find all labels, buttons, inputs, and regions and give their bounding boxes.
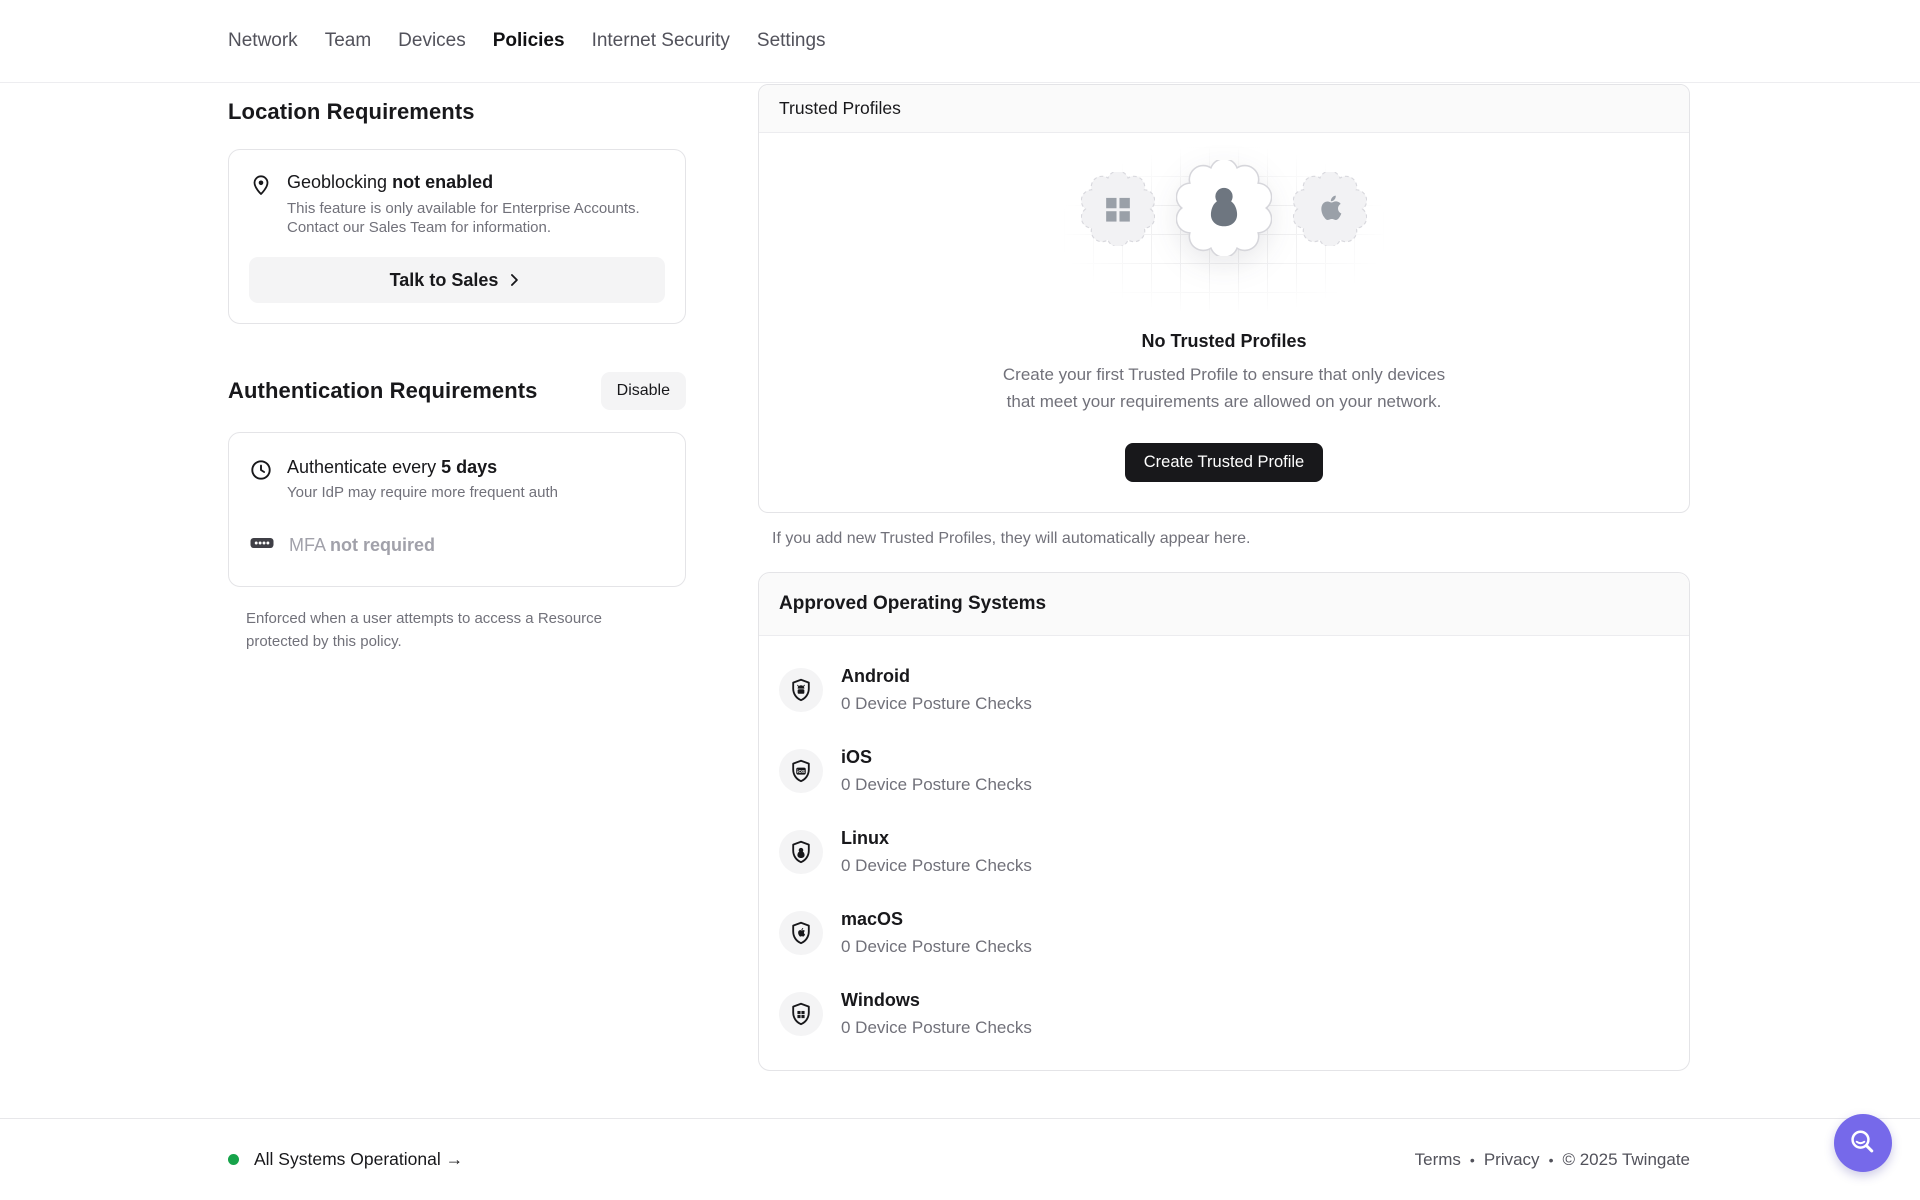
geoblocking-description: This feature is only available for Enterprise Accounts. Contact our Sales Team for information. xyxy=(287,200,640,236)
linux-shield-icon xyxy=(779,830,823,874)
no-trusted-profiles-description: Create your first Trusted Profile to ensure that only devices that meet your requirements are allowed on your network. xyxy=(1002,365,1446,411)
nav-item-policies[interactable]: Policies xyxy=(492,30,565,51)
status-green-dot xyxy=(228,1154,239,1165)
disable-button[interactable]: Disable xyxy=(601,372,686,410)
chevron-right-icon xyxy=(504,270,524,290)
mfa-status: MFA not required xyxy=(289,535,436,555)
os-list xyxy=(759,636,1689,1070)
ios-shield-icon xyxy=(779,749,823,793)
macos-shield-icon xyxy=(779,911,823,955)
linux-penguin-icon xyxy=(1176,160,1272,261)
geoblocking-card xyxy=(228,149,686,324)
nav-item-network[interactable]: Network xyxy=(228,30,298,51)
nav-item-settings[interactable]: Settings xyxy=(756,30,826,51)
authentication-requirements-heading: Authentication Requirements xyxy=(228,378,538,403)
profiles-column xyxy=(758,83,1690,1071)
approved-os-header: Approved Operating Systems xyxy=(779,593,1047,614)
nav-item-internet-security[interactable]: Internet Security xyxy=(591,30,730,51)
top-navigation xyxy=(0,0,1920,83)
dot-separator: • xyxy=(1548,1151,1554,1168)
authentication-card xyxy=(228,432,686,587)
os-row-linux[interactable]: Linux 0 Device Posture Checks xyxy=(779,826,1669,878)
os-row-android[interactable]: Android 0 Device Posture Checks xyxy=(779,664,1669,716)
android-shield-icon xyxy=(779,668,823,712)
main-nav xyxy=(228,30,826,52)
footer xyxy=(0,1118,1920,1200)
windows-logo-icon xyxy=(1081,172,1155,251)
support-search-button[interactable] xyxy=(1834,1114,1892,1172)
apple-logo-icon xyxy=(1293,172,1367,251)
trusted-profiles-header: Trusted Profiles xyxy=(779,98,901,118)
create-trusted-profile-button[interactable]: Create Trusted Profile xyxy=(1125,443,1324,482)
privacy-link[interactable]: Privacy xyxy=(1483,1149,1540,1169)
location-pin-icon xyxy=(249,173,273,202)
windows-shield-icon xyxy=(779,992,823,1036)
talk-to-sales-button[interactable]: Talk to Sales xyxy=(249,257,665,303)
requirements-column xyxy=(228,83,686,653)
magnifier-smile-icon xyxy=(1843,1123,1883,1163)
os-row-ios[interactable]: iOS iOS 0 Device Posture Checks xyxy=(779,745,1669,797)
arrow-right-icon: → xyxy=(445,1149,464,1169)
clock-icon xyxy=(249,458,273,487)
password-dots-icon xyxy=(249,531,275,560)
nav-item-devices[interactable]: Devices xyxy=(398,30,466,51)
os-row-windows[interactable]: Windows 0 Device Posture Checks xyxy=(779,988,1669,1040)
trusted-profiles-hint: If you add new Trusted Profiles, they will automatically appear here. xyxy=(772,530,1251,547)
policy-footnote: Enforced when a user attempts to access a Resource protected by this policy. xyxy=(246,610,603,650)
authenticate-frequency: Authenticate every 5 days xyxy=(287,457,498,477)
geoblocking-title: Geoblocking not enabled xyxy=(287,172,494,192)
system-status-link[interactable]: All Systems Operational → xyxy=(228,1149,463,1170)
dot-separator: • xyxy=(1469,1151,1475,1168)
idp-note: Your IdP may require more frequent auth xyxy=(287,484,558,501)
copyright-text: © 2025 Twingate xyxy=(1562,1149,1690,1169)
approved-os-card xyxy=(758,572,1690,1071)
location-requirements-heading: Location Requirements xyxy=(228,99,475,124)
nav-item-team[interactable]: Team xyxy=(324,30,372,51)
svg-text:iOS: iOS xyxy=(797,769,805,775)
footer-legal xyxy=(1415,1150,1690,1170)
trusted-profiles-illustration xyxy=(779,133,1669,325)
no-trusted-profiles-title: No Trusted Profiles xyxy=(1141,331,1307,351)
os-row-macos[interactable]: macOS 0 Device Posture Checks xyxy=(779,907,1669,959)
main-content xyxy=(0,83,1920,1071)
trusted-profiles-card xyxy=(758,84,1690,513)
terms-link[interactable]: Terms xyxy=(1414,1149,1461,1169)
